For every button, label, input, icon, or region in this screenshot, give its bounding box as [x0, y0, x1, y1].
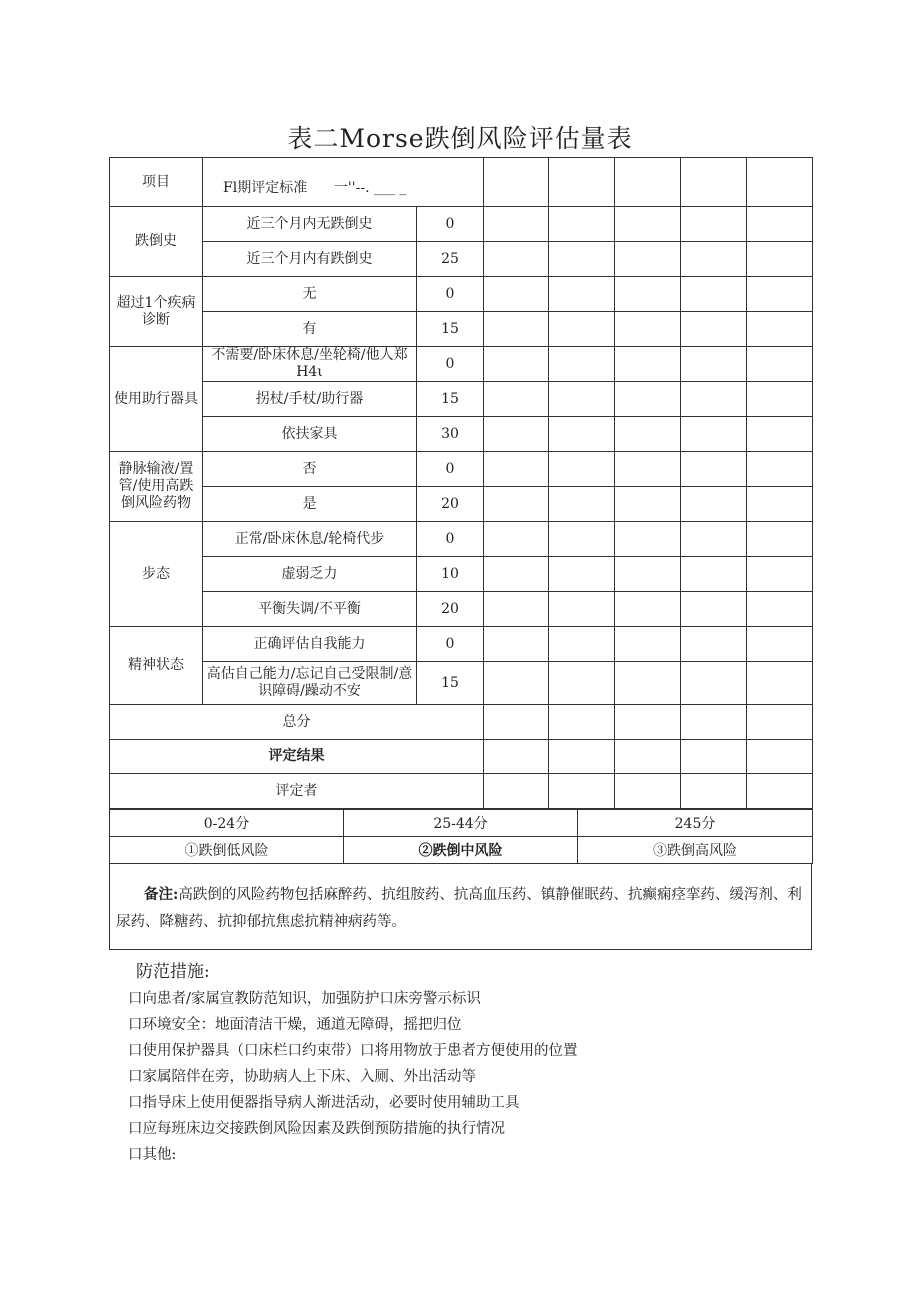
criterion: 平衡失调/不平衡 — [203, 592, 417, 627]
section-name: 精神状态 — [110, 627, 203, 705]
score-cell[interactable] — [615, 417, 681, 452]
score-cell[interactable] — [681, 627, 747, 662]
score-cell[interactable] — [681, 347, 747, 382]
score-cell[interactable] — [615, 452, 681, 487]
score-cell[interactable] — [484, 662, 549, 705]
criterion: 是 — [203, 487, 417, 522]
remark-box — [109, 863, 812, 950]
criterion: 否 — [203, 452, 417, 487]
section-name: 超过1个疾病诊断 — [110, 277, 203, 347]
score-cell[interactable] — [484, 522, 549, 557]
score: 20 — [417, 487, 484, 522]
criterion: 拐杖/手杖/助行器 — [203, 382, 417, 417]
score-cell[interactable] — [549, 242, 615, 277]
score-cell[interactable] — [747, 417, 813, 452]
criterion: 近三个月内有跌倒史 — [203, 242, 417, 277]
score-cell[interactable] — [681, 312, 747, 347]
score-cell[interactable] — [747, 705, 813, 740]
criterion: 依扶家具 — [203, 417, 417, 452]
score-cell[interactable] — [549, 705, 615, 740]
score-cell[interactable] — [681, 277, 747, 312]
page-title: 表二Morse跌倒风险评估量表 — [287, 124, 633, 153]
measure-item[interactable]: 口向患者/家属宣教防范知识，加强防护口床旁警示标识 — [128, 991, 481, 1007]
section-name: 使用助行器具 — [110, 347, 203, 452]
criterion: 正常/卧床休息/轮椅代步 — [203, 522, 417, 557]
score-cell[interactable] — [615, 487, 681, 522]
score-cell[interactable] — [484, 158, 549, 207]
score-cell[interactable] — [549, 662, 615, 705]
score-cell[interactable] — [549, 312, 615, 347]
score-cell[interactable] — [484, 277, 549, 312]
level-mid: ②跌倒中风险 — [344, 837, 578, 864]
score-cell[interactable] — [615, 592, 681, 627]
score-cell[interactable] — [484, 242, 549, 277]
score-cell[interactable] — [549, 452, 615, 487]
score-cell[interactable] — [484, 452, 549, 487]
score-cell[interactable] — [681, 522, 747, 557]
score-cell[interactable] — [615, 382, 681, 417]
score: 20 — [417, 592, 484, 627]
score-cell[interactable] — [747, 158, 813, 207]
range-mid: 25-44分 — [344, 810, 578, 837]
score-cell[interactable] — [747, 312, 813, 347]
score-cell[interactable] — [747, 522, 813, 557]
score-cell[interactable] — [549, 740, 615, 774]
score: 30 — [417, 417, 484, 452]
score: 15 — [417, 662, 484, 705]
assessor-label: 评定者 — [110, 774, 484, 809]
score-cell[interactable] — [484, 705, 549, 740]
score-cell[interactable] — [681, 487, 747, 522]
prevention-measures — [128, 958, 578, 1168]
score-cell[interactable] — [681, 592, 747, 627]
score-cell[interactable] — [615, 740, 681, 774]
score: 25 — [417, 242, 484, 277]
score-cell[interactable] — [747, 347, 813, 382]
score: 0 — [417, 347, 484, 382]
header-standard — [203, 158, 484, 207]
score-cell[interactable] — [615, 277, 681, 312]
result-label: 评定结果 — [110, 740, 484, 774]
score-cell[interactable] — [549, 487, 615, 522]
level-low: ①跌倒低风险 — [110, 837, 344, 864]
score-cell[interactable] — [549, 592, 615, 627]
score-cell[interactable] — [681, 740, 747, 774]
score-cell[interactable] — [615, 242, 681, 277]
score-cell[interactable] — [747, 452, 813, 487]
score-cell[interactable] — [484, 382, 549, 417]
section-name: 静脉输液/置管/使用高跌倒风险药物 — [110, 452, 203, 522]
score-cell[interactable] — [549, 158, 615, 207]
score: 0 — [417, 207, 484, 242]
score-cell[interactable] — [615, 312, 681, 347]
score-cell[interactable] — [681, 417, 747, 452]
range-low: 0-24分 — [110, 810, 344, 837]
score-cell[interactable] — [484, 627, 549, 662]
risk-legend — [109, 809, 813, 864]
score-cell[interactable] — [681, 158, 747, 207]
score-cell[interactable] — [615, 522, 681, 557]
score: 15 — [417, 312, 484, 347]
score-cell[interactable] — [615, 207, 681, 242]
score-cell[interactable] — [615, 662, 681, 705]
score-cell[interactable] — [549, 522, 615, 557]
score-cell[interactable] — [747, 774, 813, 809]
header-item: 项目 — [110, 158, 203, 207]
measure-item[interactable]: 口家属陪伴在旁，协助病人上下床、入厕、外出活动等 — [128, 1069, 476, 1085]
score-cell[interactable] — [484, 557, 549, 592]
score-cell[interactable] — [615, 627, 681, 662]
score-cell[interactable] — [484, 740, 549, 774]
score-cell[interactable] — [681, 207, 747, 242]
score-cell[interactable] — [615, 347, 681, 382]
score-cell[interactable] — [747, 207, 813, 242]
section-name: 步态 — [110, 522, 203, 627]
remark-label: 备注: — [144, 886, 179, 903]
score-cell[interactable] — [747, 740, 813, 774]
range-high: 245分 — [578, 810, 813, 837]
score-cell[interactable] — [681, 382, 747, 417]
remark-text: 高跌倒的风险药物包括麻醉药、抗组胺药、抗高血压药、镇静催眠药、抗癫痫痉挛药、缓泻剂、利尿药、降糖药、抗抑郁抗焦虑抗精神病药等。 — [116, 887, 802, 930]
morse-scale-table — [109, 157, 813, 809]
score: 10 — [417, 557, 484, 592]
score-cell[interactable] — [747, 277, 813, 312]
score-cell[interactable] — [747, 487, 813, 522]
score: 0 — [417, 277, 484, 312]
score-cell[interactable] — [549, 417, 615, 452]
score: 15 — [417, 382, 484, 417]
score-cell[interactable] — [615, 557, 681, 592]
score-cell[interactable] — [681, 662, 747, 705]
score-cell[interactable] — [747, 557, 813, 592]
score-cell[interactable] — [484, 312, 549, 347]
score-cell[interactable] — [747, 592, 813, 627]
criterion: 有 — [203, 312, 417, 347]
criterion: 正确评估自我能力 — [203, 627, 417, 662]
measure-item[interactable]: 口环境安全：地面清洁干燥，通道无障碍，摇把归位 — [128, 1017, 462, 1033]
score-cell[interactable] — [549, 277, 615, 312]
score-cell[interactable] — [549, 627, 615, 662]
score: 0 — [417, 627, 484, 662]
score-cell[interactable] — [747, 627, 813, 662]
score-cell[interactable] — [484, 417, 549, 452]
score-cell[interactable] — [681, 774, 747, 809]
score-cell[interactable] — [747, 242, 813, 277]
measures-title: 防范措施: — [136, 962, 210, 982]
measure-item[interactable]: 口其他: — [128, 1147, 177, 1163]
score-cell[interactable] — [484, 487, 549, 522]
score-cell[interactable] — [549, 347, 615, 382]
criterion: 近三个月内无跌倒史 — [203, 207, 417, 242]
score-cell[interactable] — [484, 774, 549, 809]
score-cell[interactable] — [747, 382, 813, 417]
score-cell[interactable] — [747, 662, 813, 705]
score-cell[interactable] — [681, 705, 747, 740]
score-cell[interactable] — [681, 452, 747, 487]
score: 0 — [417, 522, 484, 557]
score-cell[interactable] — [615, 705, 681, 740]
score-cell[interactable] — [549, 557, 615, 592]
score-cell[interactable] — [549, 207, 615, 242]
level-high: ③跌倒高风险 — [578, 837, 813, 864]
measure-item[interactable]: 口指导床上使用便器指导病人渐进活动，必要时使用辅助工具 — [128, 1095, 520, 1111]
score-cell[interactable] — [549, 382, 615, 417]
total-label: 总分 — [110, 705, 484, 740]
score-cell[interactable] — [681, 242, 747, 277]
standard-mark: 一''--. ___ _ — [333, 179, 407, 196]
criterion: 无 — [203, 277, 417, 312]
score-cell[interactable] — [615, 158, 681, 207]
criterion: 不需要/卧床休息/坐轮椅/他人郑H4ι — [203, 347, 417, 382]
score-cell[interactable] — [549, 774, 615, 809]
score-cell[interactable] — [484, 592, 549, 627]
section-name: 跌倒史 — [110, 207, 203, 277]
standard-label: Fl期评定标准 — [223, 179, 308, 196]
score-cell[interactable] — [615, 774, 681, 809]
criterion: 高估自己能力/忘记自己受限制/意识障碍/躁动不安 — [203, 662, 417, 705]
score-cell[interactable] — [681, 557, 747, 592]
criterion: 虚弱乏力 — [203, 557, 417, 592]
measure-item[interactable]: 口使用保护器具（口床栏口约束带）口将用物放于患者方便使用的位置 — [128, 1043, 578, 1059]
measure-item[interactable]: 口应每班床边交接跌倒风险因素及跌倒预防措施的执行情况 — [128, 1121, 505, 1137]
score: 0 — [417, 452, 484, 487]
score-cell[interactable] — [484, 347, 549, 382]
score-cell[interactable] — [484, 207, 549, 242]
